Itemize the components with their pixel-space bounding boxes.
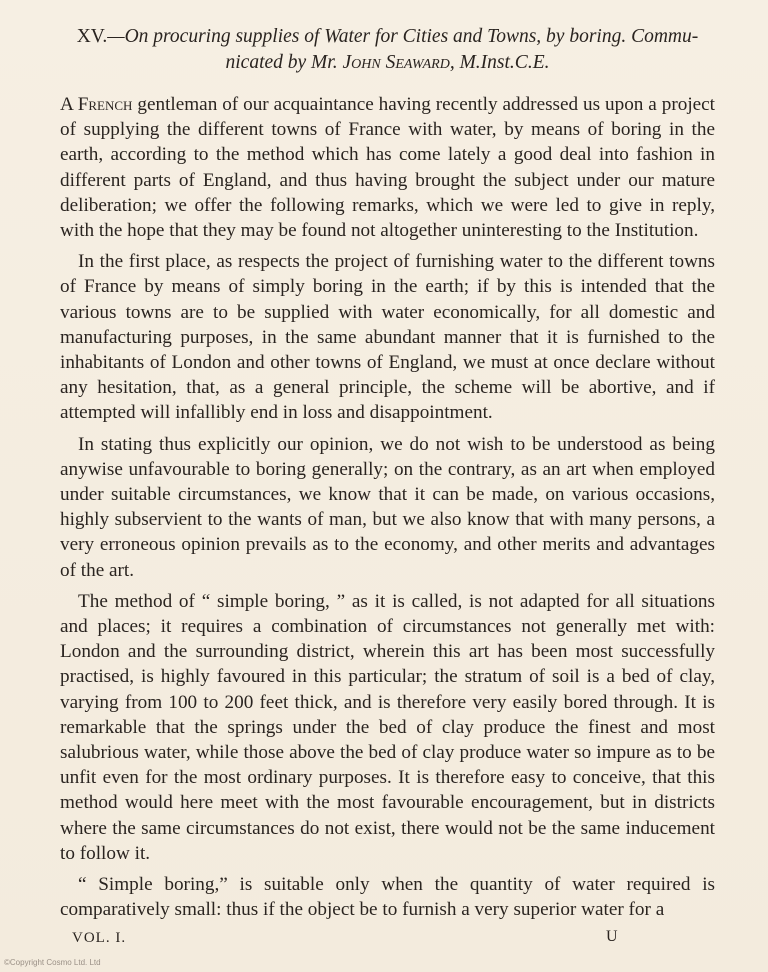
author-name: John Seaward — [342, 52, 450, 73]
paragraph-1-lead: A French — [60, 94, 133, 115]
signature-mark: U — [606, 928, 618, 945]
article-heading — [60, 24, 715, 76]
paragraph-4: The method of “ simple boring, ” as it is called, is not adapted for all situations and places; it requires a combination of circumstances not generally met with: London and the surrounding district, wherein this art has been most successfully practised, is highly favoured in this particular; the stratum of soil is a bed of clay, varying from 100 to 200 feet thick, and is therefore very easily bored through. It is remarkable that the springs under the bed of clay produce the finest and most salubrious water, while those above the bed of clay produce water so impure as to be unfit even for the most ordinary purposes. It is therefore easy to conceive, that this method would here meet with the most favourable encouragement, but in districts where the same circumstances do not exist, there would not be the same inducement to follow it. — [60, 590, 715, 864]
copyright-watermark: ©Copyright Cosmo Ltd. Ltd — [4, 958, 101, 967]
author-credential: , M.Inst.C.E. — [449, 52, 550, 73]
paragraph-1 — [60, 92, 715, 243]
paragraph-1-text: gentleman of our acquaintance having recently addressed us upon a project of supplying the different towns of France with water, by means of boring in the earth, according to the method which has come lately a good deal into fashion in different parts of England, and thus having brought the subject under our mature deliberation; we offer the following remarks, which we were led to give in reply, with the hope that they may be found not altogether uninteresting to the Institution. — [60, 94, 716, 242]
article-body — [60, 92, 715, 923]
article-title-line1: —On procuring supplies of Water for Cities and Towns, by boring. Commu- — [107, 26, 699, 47]
volume-label: VOL. I. — [72, 930, 127, 946]
paragraph-2: In the first place, as respects the project of furnishing water to the different towns of France by means of simply boring in the earth; if by this is intended that the various towns are to be supplied with water economically, for all domestic and manufacturing purposes, in the same abundant manner that it is furnished to the inhabitants of London and other towns of England, we must at once declare without any hesitation, that, as a general principle, the scheme will be abortive, and if attempted will infallibly end in loss and disappointment. — [60, 251, 715, 424]
article-title-line2-prefix: nicated by Mr. — [225, 52, 343, 73]
paragraph-5: “ Simple boring,” is suitable only when the quantity of water required is comparatively small: thus if the object be to furnish a very superior water for a — [60, 874, 715, 921]
paragraph-3: In stating thus explicitly our opinion, we do not wish to be understood as being anywise unfavourable to boring generally; on the contrary, as an art when employed under suitable circumstances, we know that it can be made, on various occasions, highly subservient to the wants of man, but we also know that with many persons, a very erroneous opinion prevails as to the economy, and other merits and advantages of the art. — [60, 433, 715, 581]
article-number: XV. — [76, 26, 108, 47]
